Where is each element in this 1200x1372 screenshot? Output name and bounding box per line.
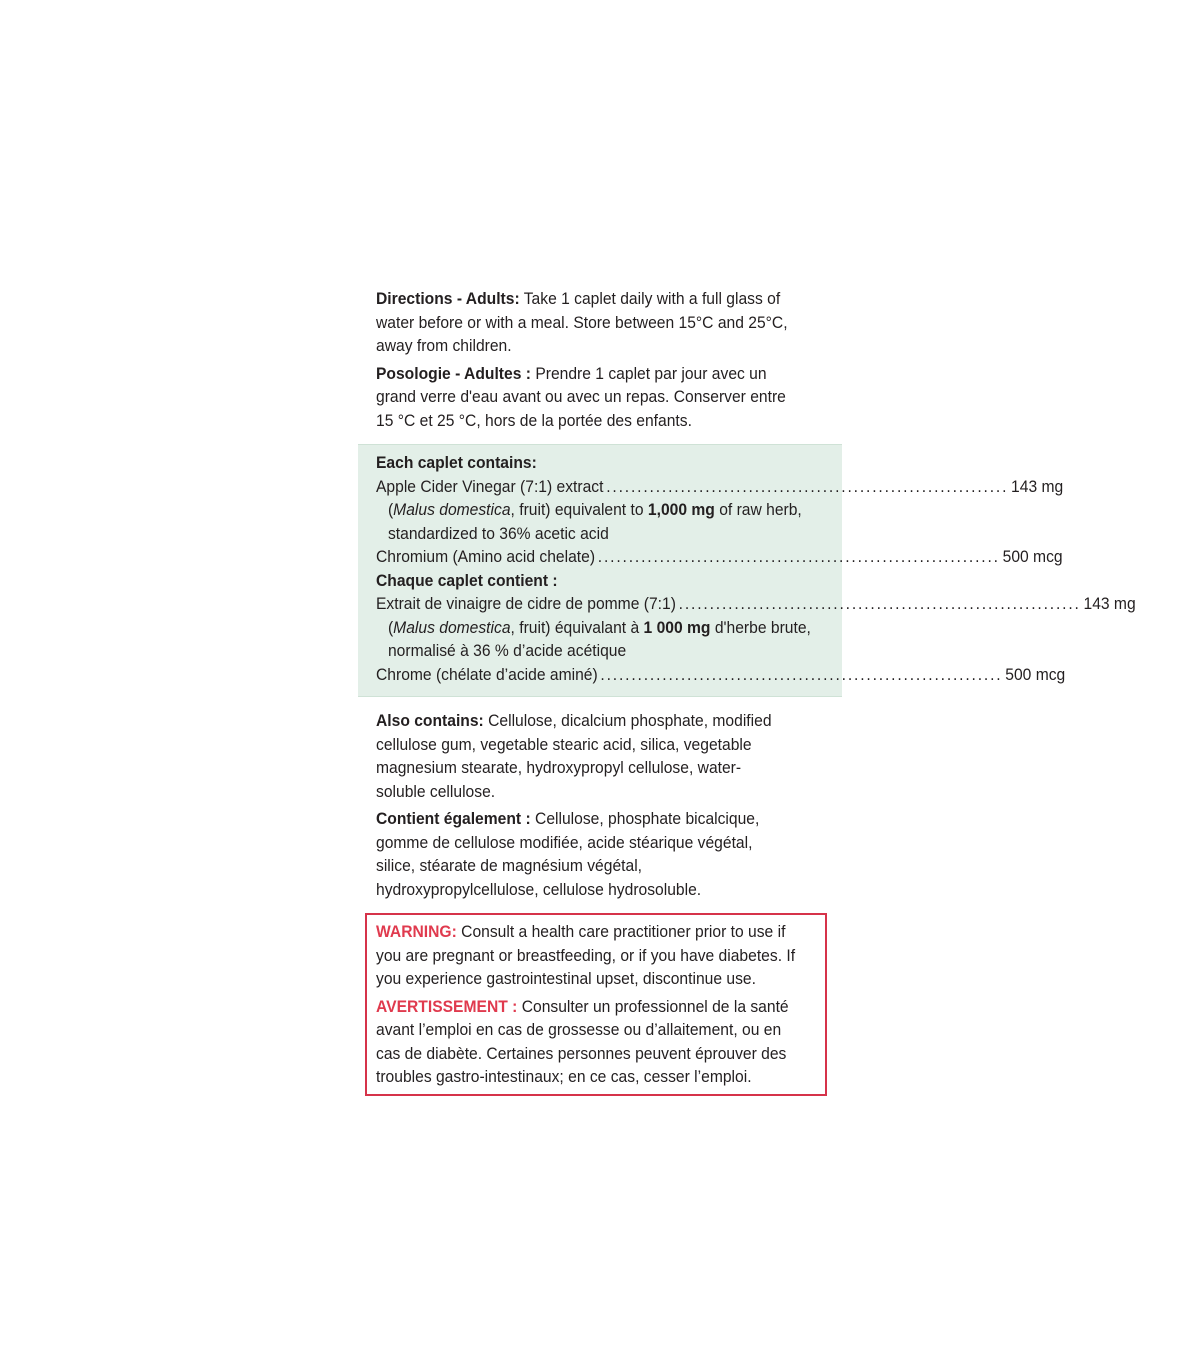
non-medicinal-ingredients-section	[376, 709, 790, 901]
warning-fr	[376, 995, 807, 1089]
ingredient-row	[376, 592, 1136, 616]
directions-fr	[376, 362, 790, 433]
ingredient-description: (Malus domestica, fruit) équivalant à 1 000 mg d'herbe brute, normalisé à 36 % d’acide acétique	[387, 617, 811, 660]
directions-en-label: Directions - Adults:	[376, 289, 520, 308]
also-en	[376, 709, 790, 803]
ingredient-amount: 500 mcg	[1005, 664, 1066, 684]
leader-dots: .................................................................	[678, 594, 1081, 613]
directions-section	[376, 287, 790, 432]
warning-en-text: Consult a health care practitioner prior to use if you are pregnant or breastfeeding, or if you have diabetes. If you experience gastrointestinal upset, discontinue use.	[376, 922, 796, 988]
warning-fr-label: AVERTISSEMENT :	[376, 996, 518, 1016]
also-fr-text: Cellulose, phosphate bicalcique, gomme de cellulose modifiée, acide stéarique végétal, silice, stéarate de magnésium végétal, hydroxypropylcellulose, cellulose hydrosoluble.	[376, 809, 760, 899]
warning-en-label: WARNING:	[376, 922, 457, 941]
medicinal-ingredients-section	[376, 451, 1136, 686]
also-en-label: Also contains:	[376, 711, 484, 730]
contains-fr-heading: Chaque caplet contient :	[376, 570, 558, 590]
ingredient-name: Extrait de vinaigre de cidre de pomme (7:1)	[376, 594, 676, 613]
ingredient-amount: 500 mcg	[1002, 547, 1063, 566]
also-fr-label: Contient également :	[376, 809, 531, 828]
leader-dots: .................................................................	[606, 476, 1009, 496]
latin-name: Malus domestica	[393, 617, 511, 637]
directions-en-text: Take 1 caplet daily with a full glass of water before or with a meal. Store between 15°C and 25°C, away from children.	[376, 289, 788, 355]
directions-fr-label: Posologie - Adultes :	[376, 363, 531, 383]
ingredient-row	[376, 475, 1064, 499]
ingredient-name: Apple Cider Vinegar (7:1) extract	[376, 476, 604, 496]
ingredient-name: Chromium (Amino acid chelate)	[376, 547, 596, 566]
ingredient-row	[376, 545, 1063, 569]
contains-en-heading: Each caplet contains:	[376, 453, 537, 472]
warning-fr-text: Consulter un professionnel de la santé avant l’emploi en cas de grossesse ou d’allaitement, ou en cas de diabète. Certaines personnes peuvent éprouver des troubles gastro-intestinaux; en ce cas, cesser l’emploi.	[376, 996, 789, 1086]
leader-dots: .................................................................	[597, 547, 1000, 566]
directions-fr-text: Prendre 1 caplet par jour avec un grand verre d'eau avant ou avec un repas. Conserver entre 15 °C et 25 °C, hors de la portée des enfants.	[376, 363, 786, 430]
also-en-text: Cellulose, dicalcium phosphate, modified cellulose gum, vegetable stearic acid, silica, vegetable magnesium stearate, hydroxypropyl cellulose, water-soluble cellulose.	[376, 711, 772, 801]
leader-dots: .................................................................	[600, 664, 1003, 684]
directions-en	[376, 287, 790, 358]
ingredient-amount: 143 mg	[1011, 476, 1064, 496]
latin-name: Malus domestica	[393, 500, 511, 519]
equivalent-amount: 1,000 mg	[647, 500, 715, 519]
warning-en	[376, 920, 807, 991]
ingredient-name: Chrome (chélate d’acide aminé)	[376, 664, 598, 684]
ingredient-amount: 143 mg	[1083, 594, 1136, 613]
warning-section	[376, 920, 807, 1089]
ingredient-description: (Malus domestica, fruit) equivalent to 1,000 mg of raw herb, standardized to 36% acetic acid	[387, 500, 802, 543]
ingredient-row	[376, 663, 1066, 687]
also-fr	[376, 807, 790, 901]
equivalent-amount: 1 000 mg	[643, 617, 711, 637]
